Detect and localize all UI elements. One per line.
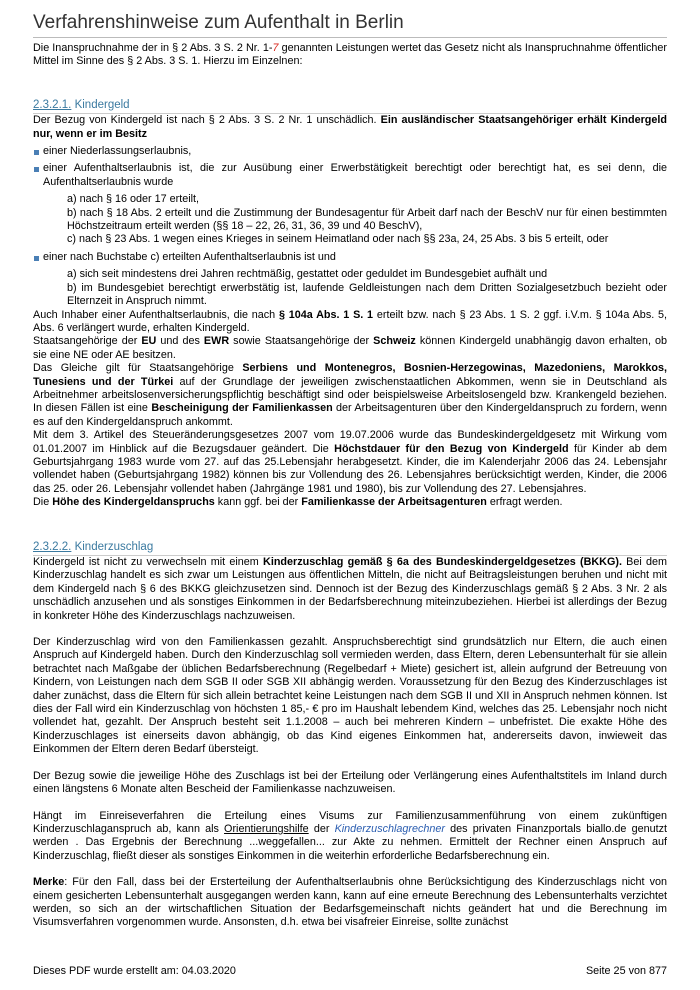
text: Die — [33, 496, 53, 509]
sub-item: b) im Bundesgebiet berechtigt erwerbstätig ist, laufende Geldleistungen nach dem Dritten Sozialgesetzbuch bezieht oder Elternzeit in Anspruch nimmt. — [67, 281, 667, 308]
section-kinderzuschlag — [33, 541, 667, 930]
kinderzuschlag-paragraph-1 — [33, 556, 667, 623]
kindergeld-paragraph-3 — [33, 335, 667, 362]
bold-text: § 104a Abs. 1 S. 1 — [278, 308, 374, 321]
kindergeld-text: Der Bezug von Kindergeld ist nach § 2 Abs. 3 S. 2 Nr. 1 unschädlich. — [33, 114, 381, 127]
text: Bei dem Kinderzuschlag handelt es sich zwar um Leistungen aus öffentlichen Mitteln, die nicht auf Beitragsleistungen beruhen und nicht mit dem Kindergeld nach § 6 des BKKG gleichzusetzen sind. Dennoch ist der Bezug des Kinderzuschlags gemäß § 2 Abs. 3 Nr. 2 als unschädlich anzusehen und als sonstiges Einkommen in der Bedarfsberechnung miteinzubeziehen. Hierbei ist allerdings der Bezug in konkreter Höhe des Kinderzuschlags nachzuweisen. — [33, 556, 668, 622]
kindergeld-paragraph-2 — [33, 309, 667, 336]
bold-text: Bescheinigung der Familienkassen — [151, 402, 333, 415]
list-item — [33, 251, 667, 309]
bold-text: Höchstdauer für den Bezug von Kindergeld — [334, 442, 569, 455]
text: der Arbeitsagenturen über den Kindergeldanspruch zu fordern, wenn es auf den Kindergeldanspruch ankommt. — [33, 402, 667, 428]
bold-text: EWR — [203, 335, 230, 348]
kinderzuschlag-paragraph-4 — [33, 810, 667, 864]
intro-text: Die Inanspruchnahme der in § 2 Abs. 3 S. 2 Nr. 1- — [33, 42, 273, 54]
text: erfragt werden. — [486, 496, 563, 509]
list-item-text: einer Aufenthaltserlaubnis ist, die zur Ausübung einer Erwerbstätigkeit berechtigt oder berechtigt hat, es sei denn, die Aufenthaltserlaubnis wurde — [43, 162, 667, 188]
text: und des — [156, 335, 204, 348]
text: Das Gleiche gilt für Staatsangehörige — [33, 362, 243, 375]
text: Kindergeld ist nicht zu verwechseln mit einem — [33, 556, 264, 568]
text: Mit dem 3. Artikel des Steueränderungsgesetzes 2007 vom 19.07.2006 wurde das Bundeskindergeldgesetz mit Wirkung vom 01.01.2007 im Hinblick auf die Bezugsdauer geändert. Die — [33, 429, 667, 455]
kindergeld-list — [33, 145, 667, 308]
text: können Kindergeld unabhängig davon erhalten, ob sie eine NE oder AE besitzen. — [33, 335, 667, 361]
kinderzuschlag-paragraph-3: Der Bezug sowie die jeweilige Höhe des Zuschlags ist bei der Erteilung oder Verlängerung eines Aufenthaltstitels im Inland durch einen längstens 6 Monate alten Bescheid der Familienkasse nachzuweisen. — [33, 769, 667, 796]
text: des privaten Finanzportals biallo.de genutzt werden . Das Ergebnis der Berechnung ...weggefallen... zur Akte zu nehmen. Ermittelt der Rechner einen Anspruch auf Kinderzuschlag, fließt dieser als sonstiges Einkommen in die weiterhin erforderliche Bedarfsberechnung ein. — [33, 822, 667, 862]
kinderzuschlagrechner-link[interactable]: Kinderzuschlagrechner — [334, 822, 446, 835]
list-item: einer Niederlassungserlaubnis, — [33, 145, 667, 158]
text: sowie Staatsangehörige der — [229, 335, 374, 348]
kindergeld-paragraph-1 — [33, 114, 667, 141]
section-number-kindergeld[interactable]: 2.3.2.1. — [33, 98, 72, 111]
bold-text: Serbiens und Montenegros, Bosnien-Herzegowinas, Mazedoniens, Marokkos, Tunesiens und der Türkei — [33, 362, 667, 388]
footer-page-number: Seite 25 von 877 — [585, 965, 667, 977]
text: Hängt im Einreiseverfahren die Erteilung eines Visums zur Familienzusammenführung von einem zukünftigen Kinderzuschlaganspruch ab, kann als — [33, 809, 667, 835]
text: : Für den Fall, dass bei der Ersterteilung der Aufenthaltserlaubnis ohne Berücksichtigung des Kinderzuschlags nicht von einem gesicherten Lebensunterhalt ausgegangen werden kann, kann auf eine erneute Berechnung des Lebensunterhalts verzichtet werden, so sich an der wirtschaftlichen Situation der Bedarfsgemeinschaft nichts geändert hat und die Berechnung im Visumsverfahren vorgenommen wurde. Ansonsten, d.h. etwa bei visafreier Einreise, sollte zunächst — [33, 876, 667, 929]
kindergeld-bold: Ein ausländischer Staatsangehöriger erhält Kindergeld nur, wenn er im Besitz — [33, 114, 667, 140]
sub-list — [43, 268, 667, 308]
sub-item: a) sich seit mindestens drei Jahren rechtmäßig, gestattet oder geduldet im Bundesgebiet aufhält und — [67, 268, 548, 281]
intro-paragraph — [33, 42, 667, 69]
bold-text: Merke — [33, 876, 65, 889]
bold-text: Höhe des Kindergeldanspruchs — [52, 496, 215, 509]
text: der — [308, 822, 335, 835]
sub-list — [43, 193, 667, 247]
bold-text: Schweiz — [373, 335, 416, 348]
section-heading-kindergeld — [33, 99, 667, 114]
section-label-kinderzuschlag: Kinderzuschlag — [74, 540, 154, 553]
kindergeld-paragraph-4 — [33, 362, 667, 429]
bold-text: Kinderzuschlag gemäß § 6a des Bundeskindergeldgesetzes (BKKG). — [263, 556, 622, 568]
sub-item: a) nach § 16 oder 17 erteilt, — [67, 193, 200, 206]
text: Staatsangehörige der — [33, 335, 142, 348]
text: Auch Inhaber einer Aufenthaltserlaubnis, die nach — [33, 308, 279, 321]
footer-created-date: Dieses PDF wurde erstellt am: 04.03.2020 — [33, 965, 236, 977]
sub-item: c) nach § 23 Abs. 1 wegen eines Krieges in seinem Heimatland oder nach §§ 23a, 24, 25 Abs. 3 bis 5 erteilt, oder — [67, 233, 609, 246]
section-number-kinderzuschlag[interactable]: 2.3.2.2. — [33, 540, 72, 553]
text: erteilt bzw. nach § 23 Abs. 1 S. 2 ggf. i.V.m. § 104a Abs. 5, Abs. 6 verlängert wurde, erhalten Kindergeld. — [33, 308, 667, 334]
text: kann ggf. bei der — [214, 496, 302, 509]
section-heading-kinderzuschlag — [33, 541, 667, 556]
orientierungshilfe-link[interactable]: Orientierungshilfe — [224, 822, 309, 835]
page-title: Verfahrenshinweise zum Aufenthalt in Berlin — [33, 12, 667, 38]
kinderzuschlag-paragraph-2: Der Kinderzuschlag wird von den Familienkassen gezahlt. Anspruchsberechtigt sind grundsätzlich nur Eltern, die auch einen Anspruch auf Kindergeld haben. Durch den Kinderzuschlag soll vermieden werden, dass Eltern, deren Lebensunterhalt für sie allein betrachtet nach Maßgabe der üblichen Bedarfsberechnung (Regelbedarf + Miete) gesichert ist, allein aufgrund der Betreuung von Kindern, von Leistungen nach dem SGB II oder SGB XII abhängig werden. Voraussetzung für den Bezug des Kinderzuschlages ist daher zunächst, dass die Eltern für sich allein betrachtet keine Leistungen nach dem SGB II und XII in Anspruch nehmen können. Ist dies der Fall wird ein Kinderzuschlag von höchsten 1 85,- € pro im Haushalt lebendem Kind, welches das 25. Lebensjahr noch nicht vollendet hat, gezahlt. Der Anspruch besteht seit 1.1.2008 – auch bei mehreren Kindern – unbefristet. Die exakte Höhe des Kinderzuschlages ist einerseits davon abhängig, ob das Kind eigenes Einkommen hat, andererseits davon, inwieweit das Einkommen der Eltern deren Bedarf übersteigt. — [33, 636, 667, 756]
section-label-kindergeld: Kindergeld — [74, 98, 130, 111]
list-item-text: einer nach Buchstabe c) erteilten Aufenthaltserlaubnis ist und — [43, 250, 336, 263]
bold-text: Familienkasse der Arbeitsagenturen — [301, 496, 487, 509]
page-content — [33, 42, 667, 930]
kindergeld-paragraph-6 — [33, 496, 667, 509]
text: für Kinder ab dem Geburtsjahrgang 1983 wurde vom 27. auf das 25.Lebensjahr herabgesetzt. Kinder, die im Kalenderjahr 2006 das 24. Lebensjahr vollendet haben (Geburtsjahrgang 1982) können bis zur Vollendung des 26. Lebensjahres berücksichtigt werden, Kinder, die 2006 das 25. oder 26. Lebensjahr vollendet haben (Jahrgänge 1981 und 1980), bis zur Vollendung des 27. Lebensjahres. — [33, 442, 667, 495]
list-item — [33, 162, 667, 246]
kinderzuschlag-paragraph-5 — [33, 876, 667, 930]
sub-item: b) nach § 18 Abs. 2 erteilt und die Zustimmung der Bundesagentur für Arbeit darf nach der BeschV nur für einen bestimmten Höchstzeitraum erteilt werden (§§ 18 – 22, 26, 31, 36, 39 und 40 BeschV), — [67, 206, 667, 233]
bold-text: EU — [141, 335, 157, 348]
kindergeld-paragraph-5 — [33, 429, 667, 496]
intro-text-2: genannten Leistungen wertet das Gesetz nicht als Inanspruchnahme öffentlicher Mittel im Sinne des § 2 Abs. 3 S. 1. Hierzu im Einzelnen: — [33, 42, 668, 68]
section-kindergeld — [33, 99, 667, 510]
intro-number: 7 — [272, 42, 279, 54]
text: auf der Grundlage der jeweiligen zwischenstaatlichen Abkommen, wenn sie in Deutschland als Arbeitnehmer arbeitslosenversicherungspflichtig beschäftigt sind oder beispielsweise Arbeitslosengeld bzw. Krankengeld beziehen. In diesen Fällen ist eine — [33, 375, 667, 415]
